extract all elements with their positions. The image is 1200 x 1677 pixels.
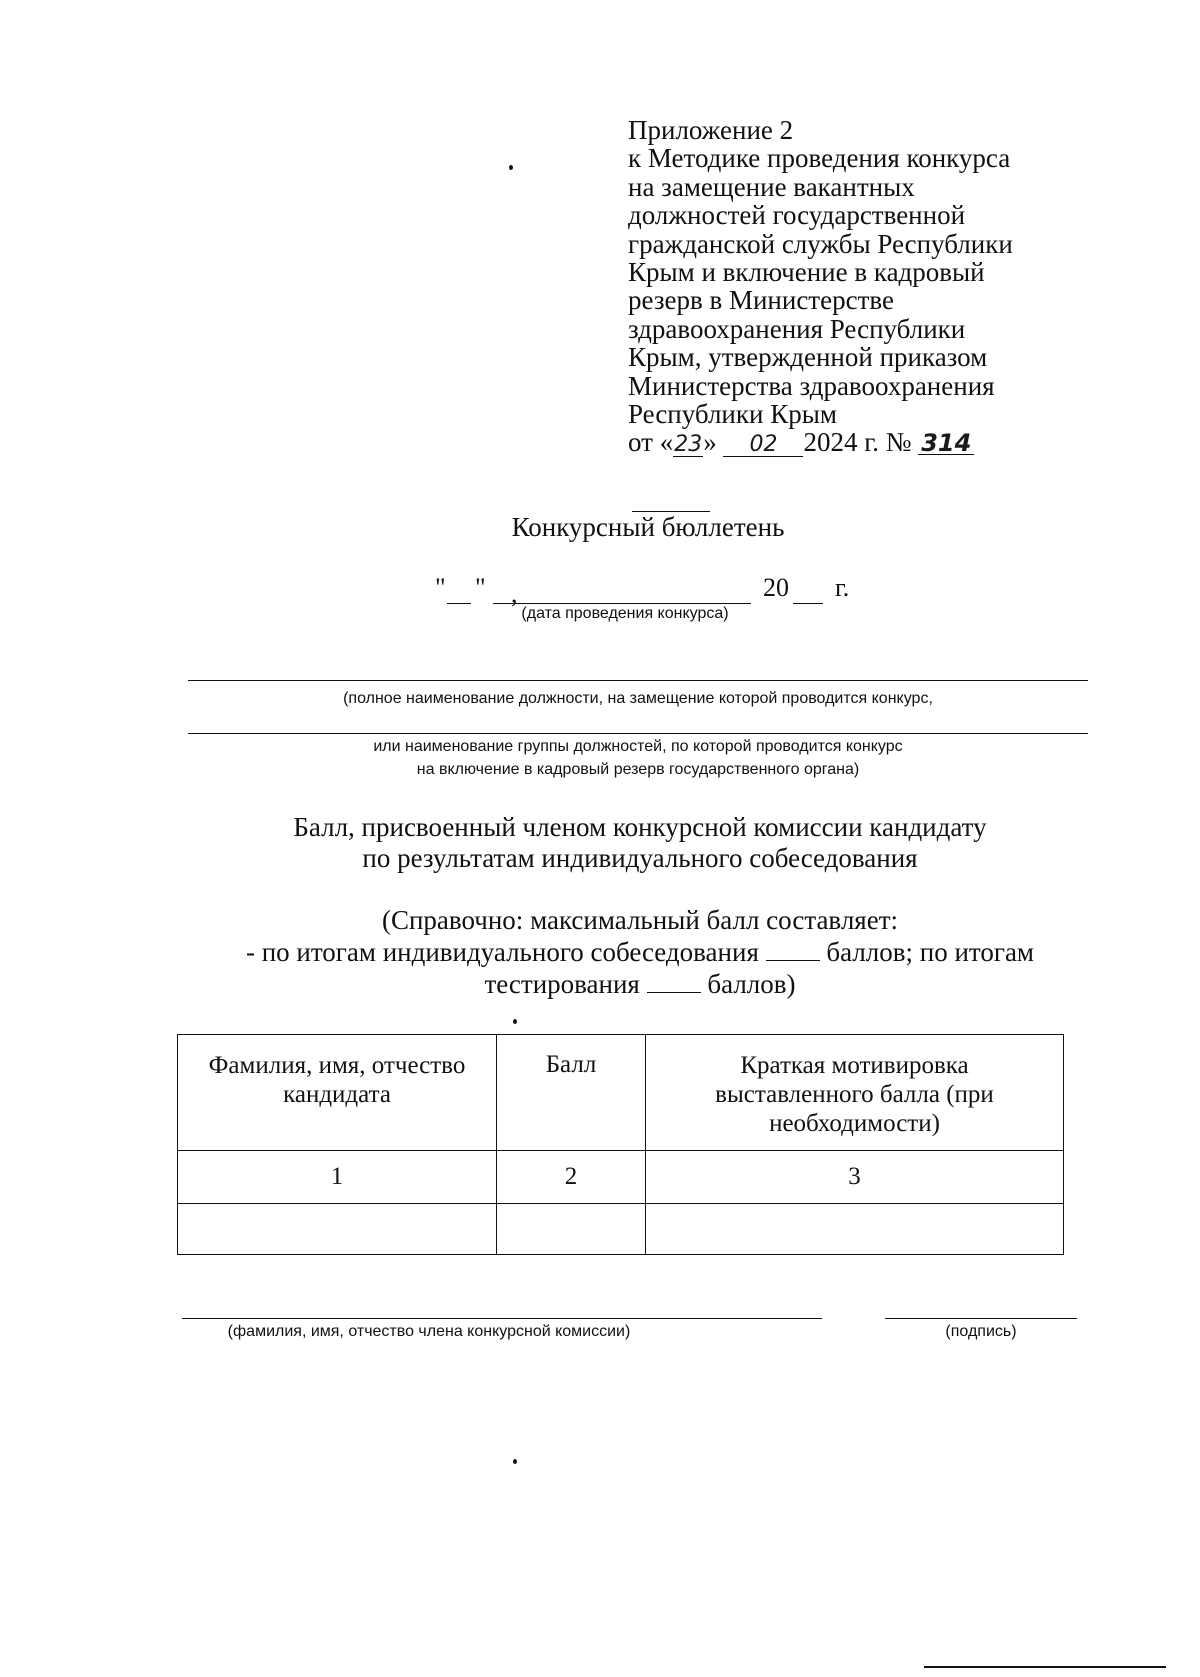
table-cell[interactable] [178,1204,497,1255]
table-header-row [178,1035,1064,1151]
table-header-cell: Краткая мотивировка выставленного балла (при необходимости) [646,1035,1064,1151]
date-year-blank [793,603,823,604]
reference-line [200,969,1080,1000]
member-name-line [182,1318,822,1319]
appendix-line: резерв в Министерстве [628,285,894,316]
member-name-caption: (фамилия, имя, отчество члена конкурсной комиссии) [227,1323,631,1340]
appendix-line: Приложение 2 [628,115,794,145]
position-caption: (полное наименование должности, на замещение которой проводится конкурс, [343,690,933,707]
table-cell: 3 [646,1151,1064,1204]
appendix-line: Министерства здравоохранения [628,370,995,401]
reference-text: тестирования [484,969,640,999]
table-header-cell: Фамилия, имя, отчество кандидата [178,1035,497,1151]
order-mid: » [703,427,717,458]
score-table [177,1034,1064,1255]
appendix-line: здравоохранения Республики [628,313,966,344]
table-cell[interactable] [646,1204,1064,1255]
scan-speck [513,1019,517,1024]
position-line-1 [188,680,1088,681]
score-heading: Балл, присвоенный членом конкурсной комиссии кандидату [293,812,987,842]
signature-line [885,1318,1077,1319]
scan-edge-mark [924,1666,1166,1668]
position-caption: на включение в кадровый резерв государственного органа) [416,761,860,778]
table-number-row [178,1151,1064,1204]
table-cell[interactable] [497,1204,646,1255]
date-day-blank [447,603,471,604]
appendix-line: к Методике проведения конкурса [628,143,1011,174]
date-quote-right: " [475,573,486,602]
testing-max-blank [647,972,701,993]
page-title: Конкурсный бюллетень [511,512,785,542]
table-row [178,1204,1064,1255]
appendix-line: должностей государственной [628,200,966,231]
score-heading: по результатам индивидуального собеседования [362,843,918,873]
reference-text: баллов; по итогам [826,937,1035,967]
appendix-line: гражданской службы Республики [628,228,1013,259]
appendix-block [628,116,1108,457]
appendix-line: на замещение вакантных [628,171,915,202]
date-year-suffix: г. [835,573,850,602]
scan-speck [513,1459,517,1464]
order-prefix: от « [628,427,674,458]
appendix-line: Крым и включение в кадровый [628,257,985,288]
date-month-blank [493,603,751,604]
signature-caption: (подпись) [945,1323,1017,1340]
appendix-line: Крым, утвержденной приказом [628,342,988,373]
reference-line [160,937,1120,968]
table-cell: 2 [497,1151,646,1204]
order-line [628,428,1108,457]
date-year-prefix: 20 [763,573,789,602]
reference-line: (Справочно: максимальный балл составляет: [381,905,899,935]
table-cell: 1 [178,1151,497,1204]
order-number: 314 [918,432,974,455]
date-quote-left: " [435,573,446,602]
date-comma: , [511,579,518,608]
interview-max-blank [766,940,820,961]
order-month: 02 [723,434,803,457]
reference-text: баллов) [707,969,796,999]
table-header-cell: Балл [497,1035,646,1151]
position-line-2 [188,733,1088,734]
reference-text: - по итогам индивидуального собеседования [245,937,759,967]
date-caption: (дата проведения конкурса) [521,605,729,622]
scan-speck [509,165,513,170]
order-year: 2024 г. № [803,427,912,458]
position-caption: или наименование группы должностей, по которой проводится конкурс [373,738,903,755]
order-day: 23 [674,432,703,458]
appendix-line: Республики Крым [628,399,837,430]
